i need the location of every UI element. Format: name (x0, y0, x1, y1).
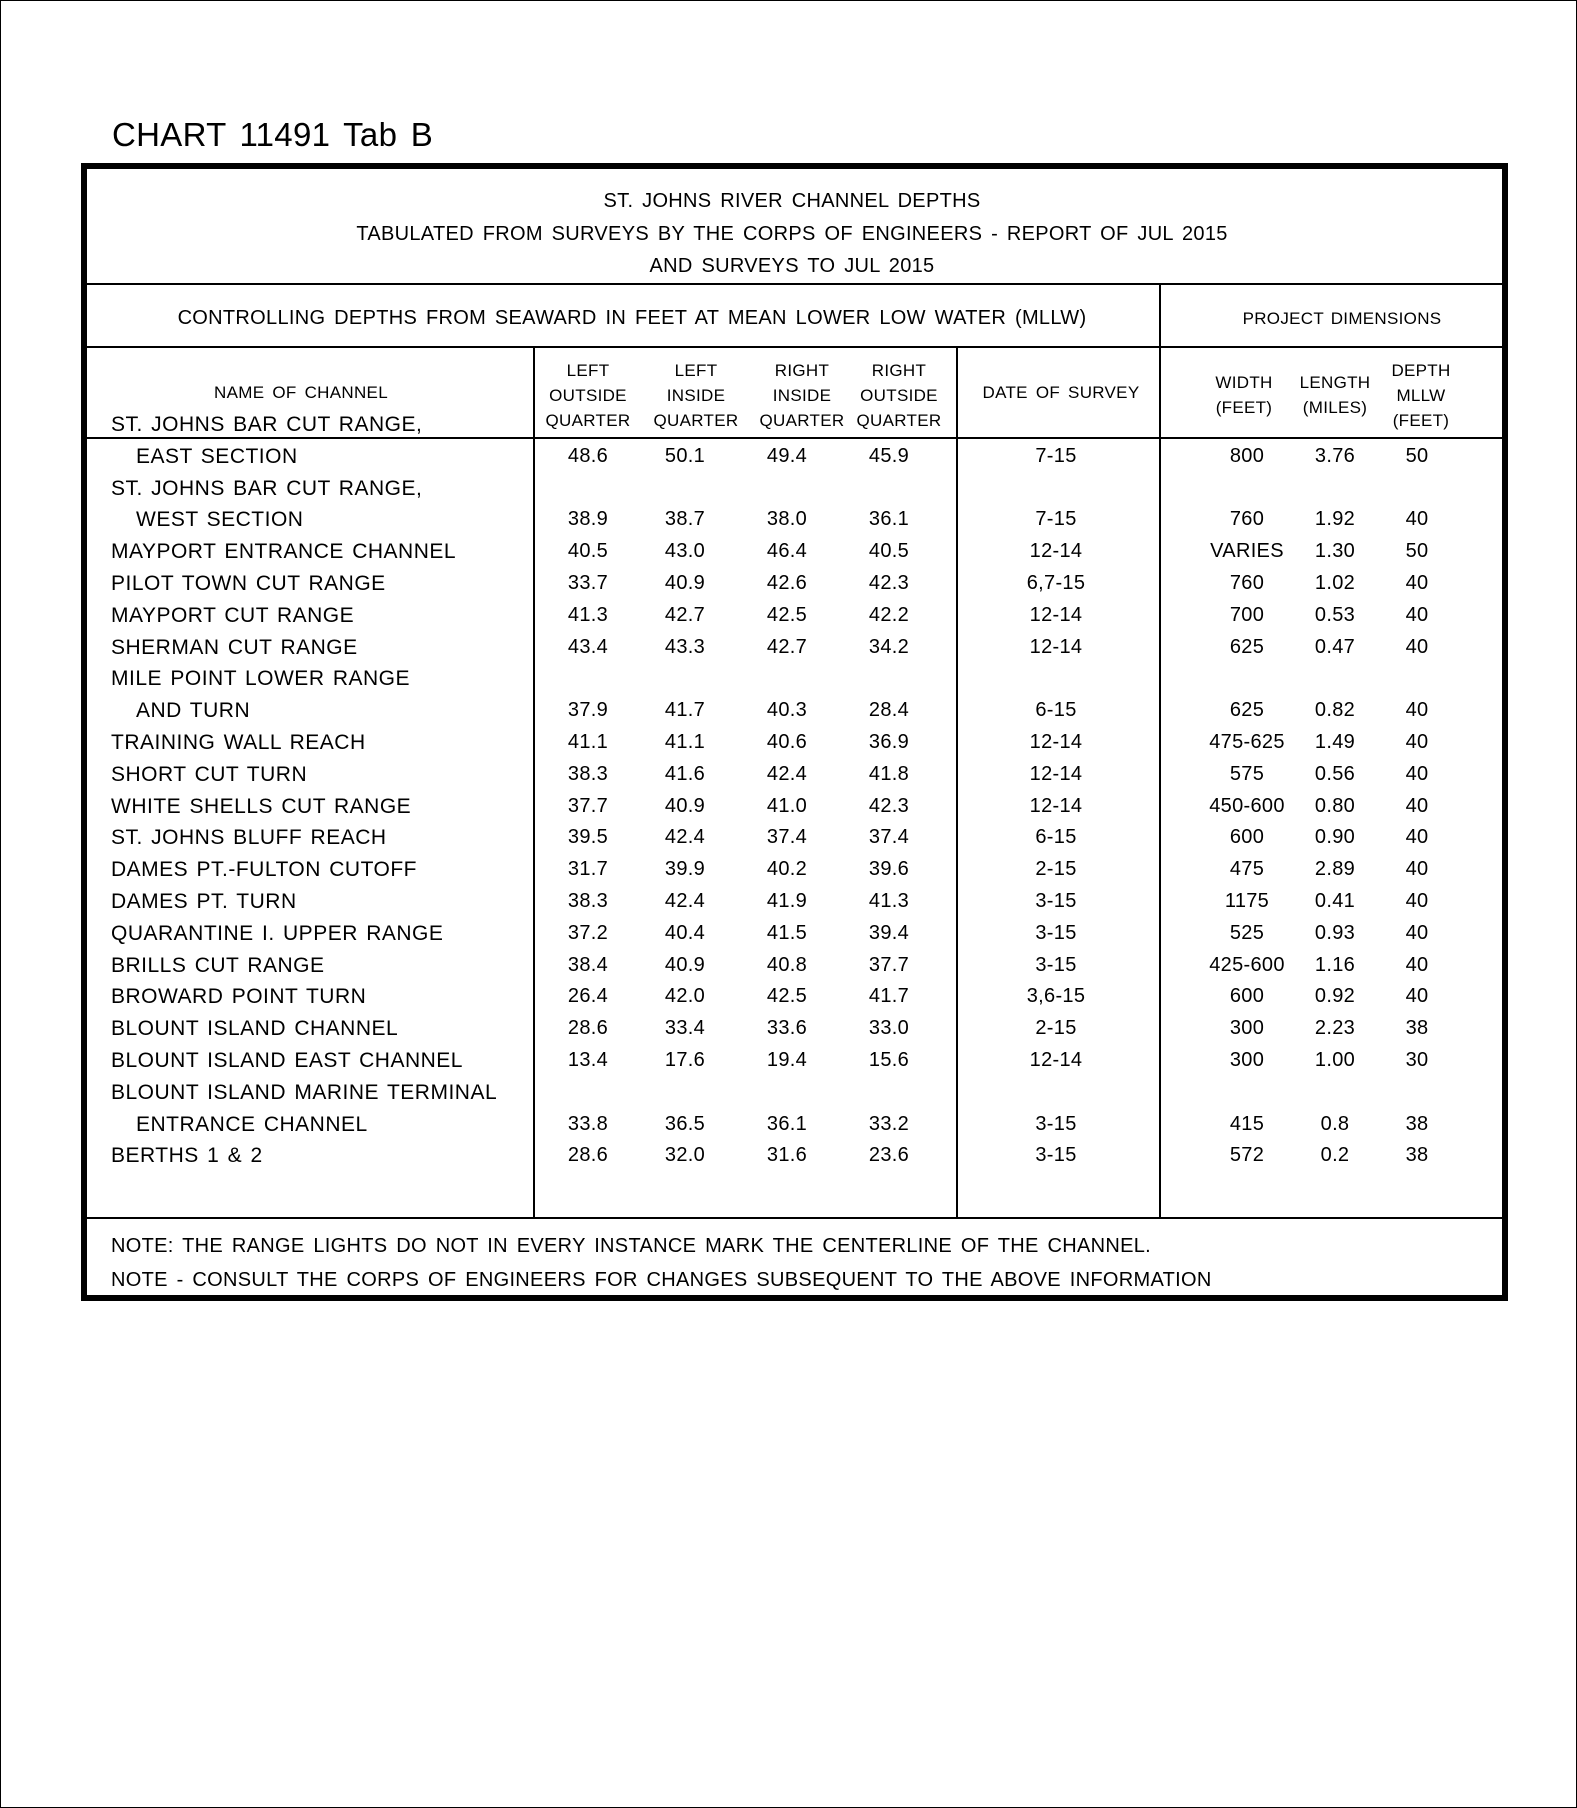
cell-liq: 32.0 (664, 1144, 706, 1167)
rule-name-divider (533, 346, 535, 1217)
cell-width: 760 (1229, 572, 1265, 594)
col-header-right-outside: RIGHT OUTSIDE QUARTER (856, 361, 942, 430)
cell-depth: 50 (1405, 540, 1429, 563)
cell-length: 0.2 (1320, 1144, 1350, 1167)
table-subtitle: TABULATED FROM SURVEYS BY THE CORPS OF ENGINEERS - REPORT OF JUL 2015 (356, 223, 1228, 245)
cell-width: 450-600 (1209, 794, 1285, 817)
note-1: NOTE: THE RANGE LIGHTS DO NOT IN EVERY INSTANCE MARK THE CENTERLINE OF THE CHANNEL. (111, 1235, 1152, 1257)
cell-loq: 33.7 (567, 572, 609, 594)
cell-width: 475-625 (1209, 731, 1285, 753)
cell-roq: 37.4 (868, 826, 910, 849)
cell-length: 0.41 (1314, 890, 1356, 912)
cell-liq: 40.9 (664, 572, 706, 594)
cell-width: 600 (1229, 826, 1265, 849)
cell-depth: 38 (1405, 1112, 1429, 1135)
cell-date: 6,7-15 (1026, 572, 1086, 594)
cell-width: 475 (1229, 858, 1265, 881)
cell-depth: 40 (1405, 953, 1429, 976)
cell-length: 0.80 (1314, 794, 1356, 817)
cell-loq: 39.5 (567, 826, 609, 849)
cell-depth: 40 (1405, 985, 1429, 1008)
cell-liq: 39.9 (664, 858, 706, 881)
cell-width: 415 (1229, 1112, 1265, 1135)
cell-depth: 40 (1405, 731, 1429, 753)
cell-width: VARIES (1210, 540, 1284, 563)
channel-name: EAST SECTION (136, 444, 298, 468)
cell-depth: 40 (1405, 572, 1429, 594)
channel-name: BRILLS CUT RANGE (111, 953, 325, 977)
cell-roq: 39.6 (868, 858, 910, 881)
cell-liq: 41.6 (664, 762, 706, 785)
cell-loq: 37.9 (567, 699, 609, 722)
cell-loq: 38.4 (567, 953, 609, 976)
cell-depth: 38 (1405, 1017, 1429, 1040)
cell-riq: 40.8 (766, 953, 808, 976)
note-2: NOTE - CONSULT THE CORPS OF ENGINEERS FOR CHANGES SUBSEQUENT TO THE ABOVE INFORMATION (111, 1269, 1212, 1291)
cell-riq: 46.4 (766, 540, 808, 563)
cell-loq: 38.9 (567, 508, 609, 531)
rule-below-column-headers (87, 437, 1502, 439)
rule-below-section (87, 346, 1502, 348)
cell-liq: 42.4 (664, 826, 706, 849)
channel-name: QUARANTINE I. UPPER RANGE (111, 921, 444, 945)
col-header-depth: DEPTH MLLW (FEET) (1391, 361, 1451, 430)
cell-length: 2.23 (1314, 1017, 1356, 1040)
cell-loq: 38.3 (567, 762, 609, 785)
rule-above-notes (87, 1217, 1502, 1219)
channel-name: AND TURN (136, 699, 251, 723)
cell-depth: 40 (1405, 890, 1429, 912)
cell-riq: 38.0 (766, 508, 808, 531)
cell-width: 300 (1229, 1017, 1265, 1040)
cell-length: 0.53 (1314, 603, 1356, 626)
cell-width: 300 (1229, 1049, 1265, 1071)
col-header-left-outside: LEFT OUTSIDE QUARTER (545, 361, 631, 430)
cell-width: 800 (1229, 444, 1265, 467)
cell-length: 0.93 (1314, 921, 1356, 944)
cell-roq: 41.7 (868, 985, 910, 1008)
cell-length: 1.49 (1314, 731, 1356, 753)
cell-riq: 41.0 (766, 794, 808, 817)
cell-depth: 40 (1405, 699, 1429, 722)
cell-length: 0.90 (1314, 826, 1356, 849)
cell-riq: 40.2 (766, 858, 808, 881)
col-header-right-inside: RIGHT INSIDE QUARTER (759, 361, 845, 430)
cell-width: 625 (1229, 699, 1265, 722)
channel-name: BERTHS 1 & 2 (111, 1144, 263, 1168)
cell-loq: 41.3 (567, 603, 609, 626)
channel-name: SHORT CUT TURN (111, 762, 308, 786)
table-title: ST. JOHNS RIVER CHANNEL DEPTHS (603, 190, 981, 212)
cell-depth: 40 (1405, 508, 1429, 531)
cell-width: 572 (1229, 1144, 1265, 1167)
channel-name: BLOUNT ISLAND MARINE TERMINAL (111, 1080, 498, 1104)
cell-roq: 37.7 (868, 953, 910, 976)
cell-riq: 42.6 (766, 572, 808, 594)
cell-liq: 43.3 (664, 635, 706, 658)
cell-liq: 33.4 (664, 1017, 706, 1040)
cell-riq: 40.6 (766, 731, 808, 753)
cell-riq: 31.6 (766, 1144, 808, 1167)
cell-riq: 40.3 (766, 699, 808, 722)
project-dimensions-header: PROJECT DIMENSIONS (1242, 309, 1442, 328)
col-header-left-inside: LEFT INSIDE QUARTER (653, 361, 739, 430)
cell-width: 625 (1229, 635, 1265, 658)
cell-date: 2-15 (1035, 858, 1077, 881)
cell-date: 3-15 (1035, 1144, 1077, 1167)
cell-length: 0.47 (1314, 635, 1356, 658)
cell-length: 0.56 (1314, 762, 1356, 785)
cell-width: 525 (1229, 921, 1265, 944)
cell-liq: 41.1 (664, 731, 706, 753)
cell-width: 1175 (1224, 890, 1270, 912)
cell-length: 0.92 (1314, 985, 1356, 1008)
channel-name: WHITE SHELLS CUT RANGE (111, 794, 412, 818)
cell-roq: 34.2 (868, 635, 910, 658)
cell-date: 7-15 (1035, 508, 1077, 531)
cell-roq: 36.1 (868, 508, 910, 531)
cell-liq: 17.6 (664, 1049, 706, 1071)
channel-name: PILOT TOWN CUT RANGE (111, 572, 386, 595)
cell-date: 6-15 (1035, 699, 1077, 722)
cell-date: 3-15 (1035, 890, 1077, 912)
cell-riq: 42.5 (766, 603, 808, 626)
cell-depth: 38 (1405, 1144, 1429, 1167)
cell-loq: 38.3 (567, 890, 609, 912)
cell-loq: 28.6 (567, 1144, 609, 1167)
cell-loq: 43.4 (567, 635, 609, 658)
channel-name: BLOUNT ISLAND EAST CHANNEL (111, 1049, 463, 1072)
cell-length: 1.00 (1314, 1049, 1356, 1071)
cell-liq: 42.0 (664, 985, 706, 1008)
cell-length: 1.02 (1314, 572, 1356, 594)
cell-loq: 28.6 (567, 1017, 609, 1040)
cell-loq: 37.7 (567, 794, 609, 817)
cell-roq: 28.4 (868, 699, 910, 722)
channel-name: ST. JOHNS BAR CUT RANGE, (111, 413, 423, 436)
cell-riq: 49.4 (766, 444, 808, 467)
cell-loq: 41.1 (567, 731, 609, 753)
cell-roq: 41.8 (868, 762, 910, 785)
cell-date: 7-15 (1035, 444, 1077, 467)
cell-riq: 42.7 (766, 635, 808, 658)
chart-title: CHART 11491 Tab B (112, 116, 434, 153)
cell-liq: 36.5 (664, 1112, 706, 1135)
rule-project-divider (1159, 283, 1161, 1217)
cell-width: 760 (1229, 508, 1265, 531)
controlling-depths-header: CONTROLLING DEPTHS FROM SEAWARD IN FEET AT MEAN LOWER LOW WATER (MLLW) (177, 307, 1087, 329)
cell-length: 1.16 (1314, 953, 1356, 976)
cell-roq: 15.6 (868, 1049, 910, 1071)
channel-name: TRAINING WALL REACH (111, 731, 366, 754)
cell-roq: 36.9 (868, 731, 910, 753)
cell-riq: 33.6 (766, 1017, 808, 1040)
cell-depth: 40 (1405, 826, 1429, 849)
cell-depth: 50 (1405, 444, 1429, 467)
cell-liq: 43.0 (664, 540, 706, 563)
cell-loq: 26.4 (567, 985, 609, 1008)
cell-riq: 37.4 (766, 826, 808, 849)
cell-roq: 33.0 (868, 1017, 910, 1040)
cell-width: 700 (1229, 603, 1265, 626)
cell-roq: 42.3 (868, 794, 910, 817)
channel-name: BLOUNT ISLAND CHANNEL (111, 1017, 399, 1041)
cell-date: 2-15 (1035, 1017, 1077, 1040)
cell-riq: 41.5 (766, 921, 808, 944)
cell-liq: 42.7 (664, 603, 706, 626)
cell-depth: 40 (1405, 794, 1429, 817)
cell-liq: 50.1 (664, 444, 706, 467)
cell-roq: 42.3 (868, 572, 910, 594)
rule-below-title (87, 283, 1502, 285)
cell-roq: 39.4 (868, 921, 910, 944)
channel-name: ST. JOHNS BLUFF REACH (111, 826, 387, 850)
cell-date: 3-15 (1035, 953, 1077, 976)
cell-width: 600 (1229, 985, 1265, 1008)
cell-depth: 40 (1405, 762, 1429, 785)
cell-date: 12-14 (1029, 603, 1083, 626)
cell-length: 1.92 (1314, 508, 1356, 531)
col-header-name: NAME OF CHANNEL (214, 383, 388, 402)
cell-length: 1.30 (1314, 540, 1356, 563)
cell-riq: 42.5 (766, 985, 808, 1008)
col-header-date: DATE OF SURVEY (982, 383, 1140, 402)
channel-depths-table (81, 163, 1508, 1301)
cell-riq: 19.4 (766, 1049, 808, 1071)
cell-loq: 13.4 (567, 1049, 609, 1071)
cell-width: 575 (1229, 762, 1265, 785)
cell-date: 3-15 (1035, 921, 1077, 944)
cell-date: 6-15 (1035, 826, 1077, 849)
channel-name: ENTRANCE CHANNEL (136, 1112, 368, 1136)
cell-liq: 42.4 (664, 890, 706, 912)
cell-width: 425-600 (1209, 953, 1285, 976)
cell-date: 12-14 (1029, 540, 1083, 563)
channel-name: BROWARD POINT TURN (111, 985, 367, 1009)
cell-date: 12-14 (1029, 1049, 1083, 1071)
cell-depth: 40 (1405, 603, 1429, 626)
cell-liq: 38.7 (664, 508, 706, 531)
cell-roq: 41.3 (868, 890, 910, 912)
cell-liq: 40.9 (664, 953, 706, 976)
cell-roq: 33.2 (868, 1112, 910, 1135)
cell-loq: 48.6 (567, 444, 609, 467)
cell-roq: 42.2 (868, 603, 910, 626)
cell-date: 12-14 (1029, 635, 1083, 658)
channel-name: WEST SECTION (136, 508, 304, 532)
cell-date: 12-14 (1029, 794, 1083, 817)
cell-date: 12-14 (1029, 731, 1083, 753)
channel-name: MAYPORT ENTRANCE CHANNEL (111, 540, 457, 564)
cell-riq: 36.1 (766, 1112, 808, 1135)
cell-depth: 40 (1405, 858, 1429, 881)
channel-name: DAMES PT.-FULTON CUTOFF (111, 858, 418, 882)
cell-date: 3,6-15 (1026, 985, 1086, 1008)
cell-riq: 41.9 (766, 890, 808, 912)
cell-date: 3-15 (1035, 1112, 1077, 1135)
cell-length: 3.76 (1314, 444, 1356, 467)
cell-length: 2.89 (1314, 858, 1356, 881)
cell-roq: 23.6 (868, 1144, 910, 1167)
channel-name: MAYPORT CUT RANGE (111, 603, 355, 627)
cell-riq: 42.4 (766, 762, 808, 785)
cell-length: 0.82 (1314, 699, 1356, 722)
cell-loq: 40.5 (567, 540, 609, 563)
cell-depth: 40 (1405, 921, 1429, 944)
cell-liq: 40.4 (664, 921, 706, 944)
cell-liq: 40.9 (664, 794, 706, 817)
cell-loq: 37.2 (567, 921, 609, 944)
col-header-length: LENGTH (MILES) (1299, 373, 1371, 417)
table-subtitle-2: AND SURVEYS TO JUL 2015 (649, 255, 935, 277)
cell-liq: 41.7 (664, 699, 706, 722)
cell-length: 0.8 (1320, 1112, 1350, 1135)
cell-depth: 30 (1405, 1049, 1429, 1071)
cell-loq: 33.8 (567, 1112, 609, 1135)
cell-loq: 31.7 (567, 858, 609, 881)
channel-name: ST. JOHNS BAR CUT RANGE, (111, 476, 423, 500)
cell-date: 12-14 (1029, 762, 1083, 785)
channel-name: MILE POINT LOWER RANGE (111, 667, 410, 691)
channel-name: DAMES PT. TURN (111, 890, 297, 913)
channel-name: SHERMAN CUT RANGE (111, 635, 358, 659)
col-header-width: WIDTH (FEET) (1215, 373, 1273, 417)
rule-date-divider (956, 346, 958, 1217)
cell-roq: 40.5 (868, 540, 910, 563)
cell-roq: 45.9 (868, 444, 910, 467)
cell-depth: 40 (1405, 635, 1429, 658)
